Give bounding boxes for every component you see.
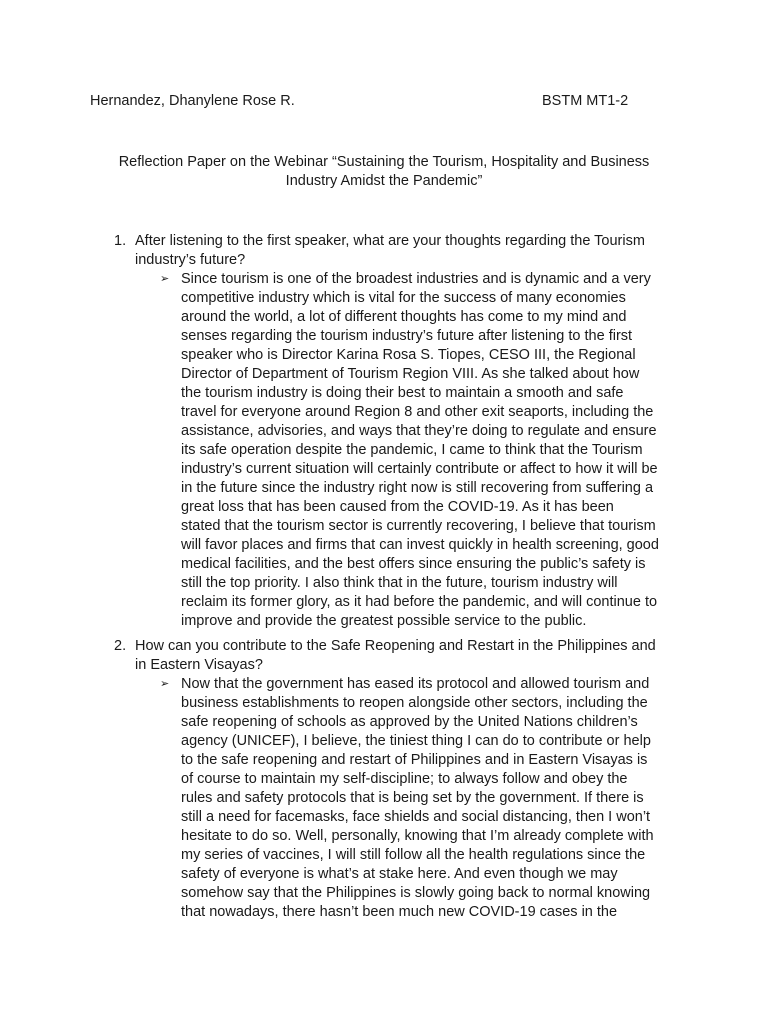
answer-line: senses regarding the tourism industry’s future after listening to the first [181, 328, 633, 344]
answer-line: medical facilities, and the best offers since ensuring the public’s safety is [181, 556, 646, 572]
answer-line: industry’s current situation will certainly contribute or affect to how it will be [181, 461, 658, 477]
answer-line: hesitate to do so. Well, personally, knowing that I’m already complete with [181, 828, 654, 844]
answer-line: rules and safety protocols that is being set by the government. If there is [181, 790, 644, 806]
answer-text [181, 675, 691, 922]
answer-line: competitive industry which is vital for the success of many economies [181, 290, 626, 306]
question-number: 2. [114, 638, 127, 654]
answer-line: Now that the government has eased its protocol and allowed tourism and [181, 676, 650, 692]
answer-line: in the future since the industry right now is still recovering from suffering a [181, 480, 654, 496]
answer-line: stated that the tourism sector is currently recovering, I believe that tourism [181, 518, 656, 534]
answer-line: business establishments to reopen alongside other sectors, including the [181, 695, 648, 711]
answer-line: around the world, a lot of different thoughts has come to my mind and [181, 309, 627, 325]
author-name: Hernandez, Dhanylene Rose R. [90, 93, 295, 109]
answer-line: speaker who is Director Karina Rosa S. Tiopes, CESO III, the Regional [181, 347, 636, 363]
answer-line: safe reopening of schools as approved by the United Nations children’s [181, 714, 638, 730]
question-line: industry’s future? [135, 252, 246, 268]
answer-text [181, 270, 691, 631]
question-text [135, 637, 675, 675]
answer-line: assistance, advisories, and ways that they’re doing to regulate and ensure [181, 423, 657, 439]
title-line: Industry Amidst the Pandemic” [285, 173, 483, 189]
answer-line: still the top priority. I also think that in the future, tourism industry will [181, 575, 618, 591]
answer-line: somehow say that the Philippines is slowly going back to normal knowing [181, 885, 651, 901]
question-line: After listening to the first speaker, what are your thoughts regarding the Tourism [135, 233, 645, 249]
answer-line: will favor places and firms that can invest quickly in health screening, good [181, 537, 659, 553]
answer-line: reclaim its former glory, as it had before the pandemic, and will continue to [181, 594, 658, 610]
paper-title [60, 153, 708, 191]
answer-line: still a need for facemasks, face shields and social distancing, then I won’t [181, 809, 651, 825]
answer-line: my series of vaccines, I will still follow all the health regulations since the [181, 847, 646, 863]
answer-line: travel for everyone around Region 8 and other exit seaports, including the [181, 404, 654, 420]
answer-line: its safe operation despite the pandemic, I came to think that the Tourism [181, 442, 643, 458]
answer-line: to the safe reopening and restart of Philippines and in Eastern Visayas is [181, 752, 648, 768]
answer-line: improve and provide the greatest possible service to the public. [181, 613, 587, 629]
arrow-bullet-icon: ➢ [160, 273, 170, 285]
answer-line: the tourism industry is doing their best to maintain a smooth and safe [181, 385, 624, 401]
answer-line: that nowadays, there hasn’t been much new COVID-19 cases in the [181, 904, 618, 920]
course-section: BSTM MT1-2 [542, 93, 629, 109]
question-line: in Eastern Visayas? [135, 657, 263, 673]
answer-line: of course to maintain my self-discipline; to always follow and obey the [181, 771, 628, 787]
title-line: Reflection Paper on the Webinar “Sustaining the Tourism, Hospitality and Business [118, 154, 650, 170]
answer-line: Since tourism is one of the broadest industries and is dynamic and a very [181, 271, 651, 287]
question-number: 1. [114, 233, 127, 249]
answer-line: Director of Department of Tourism Region VIII. As she talked about how [181, 366, 640, 382]
question-line: How can you contribute to the Safe Reopening and Restart in the Philippines and [135, 638, 656, 654]
answer-line: agency (UNICEF), I believe, the tiniest thing I can do to contribute or help [181, 733, 651, 749]
document-header [90, 93, 678, 113]
arrow-bullet-icon: ➢ [160, 678, 170, 690]
answer-line: safety of everyone is what’s at stake here. And even though we may [181, 866, 618, 882]
question-text [135, 232, 675, 270]
answer-line: great loss that has been caused from the COVID-19. As it has been [181, 499, 614, 515]
